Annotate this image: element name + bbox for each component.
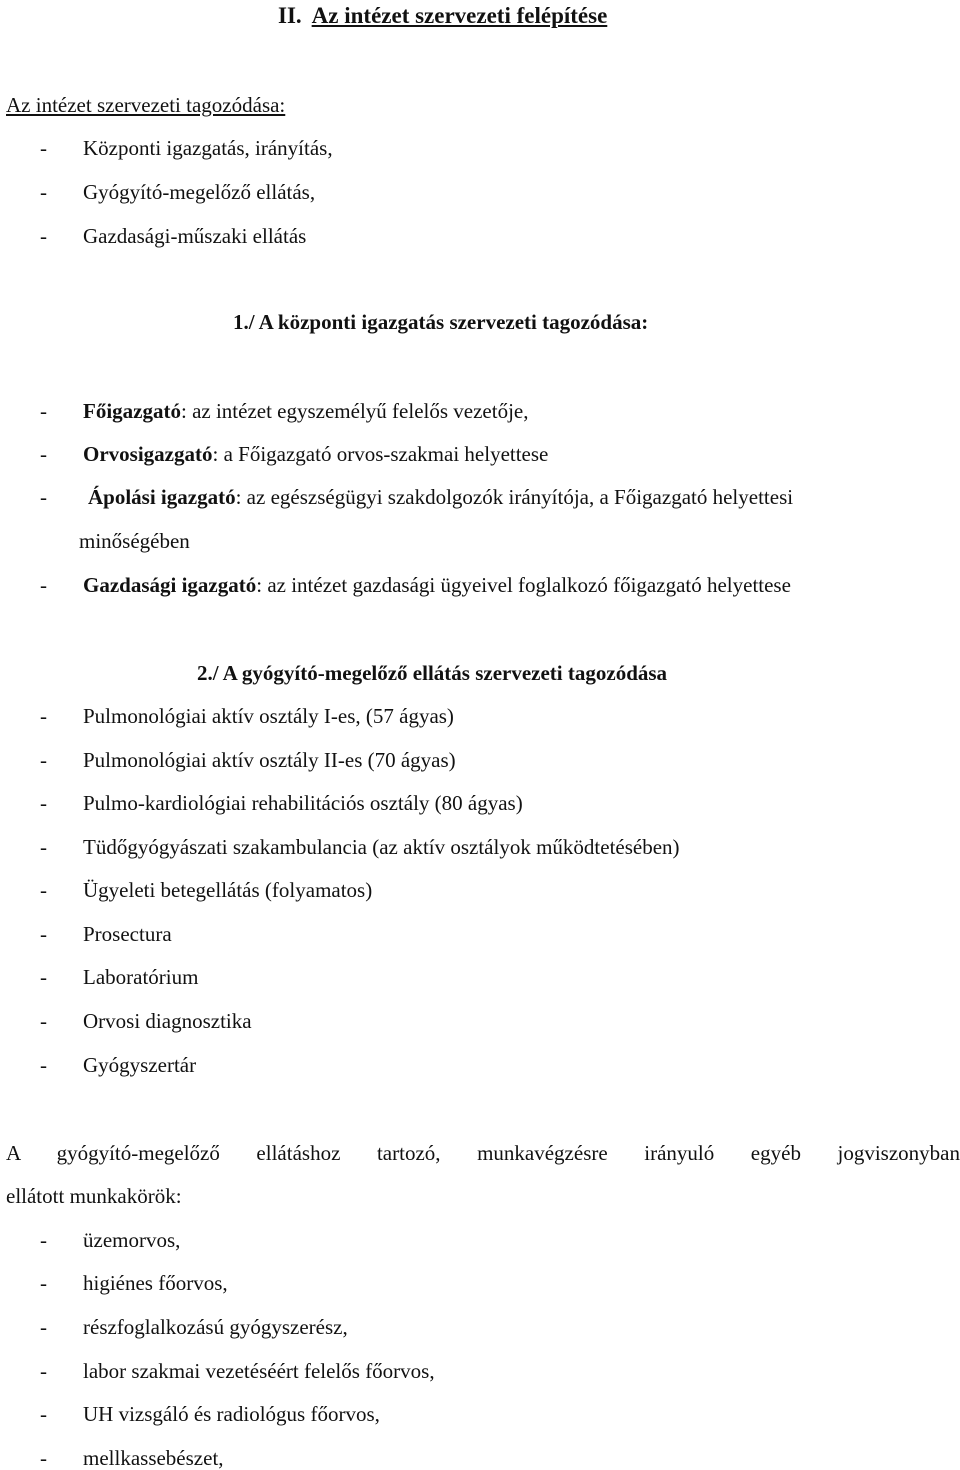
- list-dash: -: [40, 1271, 47, 1295]
- intro-heading: Az intézet szervezeti tagozódása:: [6, 93, 286, 117]
- list-dash: -: [40, 1009, 47, 1033]
- paragraph-line: A gyógyító-megelőző ellátáshoz tartozó, munkavégzésre irányuló egyéb jogviszonyban: [6, 1141, 960, 1165]
- list-item: UH vizsgáló és radiológus főorvos,: [83, 1402, 380, 1426]
- title-text: Az intézet szervezeti felépítése: [311, 3, 608, 28]
- list-item: Tüdőgyógyászati szakambulancia (az aktív osztályok működtetésében): [83, 835, 680, 859]
- list-item: Pulmonológiai aktív osztály II-es (70 ágyas): [83, 748, 456, 772]
- role-description: : az intézet gazdasági ügyeivel foglalkozó főigazgató helyettese: [256, 573, 791, 597]
- list-dash: -: [40, 878, 47, 902]
- list-item: üzemorvos,: [83, 1228, 181, 1252]
- list-dash: -: [40, 704, 47, 728]
- list-dash: -: [40, 1359, 47, 1383]
- list-dash: -: [40, 442, 47, 466]
- list-item: Orvosi diagnosztika: [83, 1009, 252, 1033]
- list-dash: -: [40, 180, 47, 204]
- list-dash: -: [40, 1315, 47, 1339]
- list-item: Ügyeleti betegellátás (folyamatos): [83, 878, 373, 902]
- list-dash: -: [40, 965, 47, 989]
- list-item: higiénes főorvos,: [83, 1271, 228, 1295]
- list-item: [83, 401, 528, 422]
- list-item: mellkassebészet,: [83, 1446, 224, 1470]
- list-item: részfoglalkozású gyógyszerész,: [83, 1315, 348, 1339]
- list-item-continuation: minőségében: [79, 529, 190, 553]
- section2-heading: 2./ A gyógyító-megelőző ellátás szervezeti tagozódása: [197, 661, 668, 685]
- list-dash: -: [40, 1228, 47, 1252]
- role-label: Gazdasági igazgató: [83, 573, 257, 597]
- role-label: Ápolási igazgató: [88, 485, 236, 509]
- title-number: II.: [278, 3, 302, 28]
- role-description: : a Főigazgató orvos-szakmai helyettese: [212, 442, 549, 466]
- list-item: Gyógyszertár: [83, 1053, 197, 1077]
- list-item: Laboratórium: [83, 965, 199, 989]
- list-item: labor szakmai vezetéséért felelős főorvos,: [83, 1359, 435, 1383]
- list-item: Gyógyító-megelőző ellátás,: [83, 180, 316, 204]
- list-dash: -: [40, 224, 47, 248]
- list-dash: -: [40, 1053, 47, 1077]
- paragraph-line: ellátott munkakörök:: [6, 1184, 182, 1208]
- list-dash: -: [40, 748, 47, 772]
- list-item: Prosectura: [83, 922, 172, 946]
- list-item: Pulmonológiai aktív osztály I-es, (57 ágyas): [83, 704, 454, 728]
- list-item: Gazdasági-műszaki ellátás: [83, 224, 307, 248]
- list-dash: -: [40, 1446, 47, 1470]
- list-dash: -: [40, 136, 47, 160]
- list-dash: -: [40, 485, 47, 509]
- role-label: Főigazgató: [83, 399, 181, 423]
- list-dash: -: [40, 399, 47, 423]
- list-dash: -: [40, 573, 47, 597]
- page-title: [278, 4, 607, 27]
- role-label: Orvosigazgató: [83, 442, 213, 466]
- section1-heading: 1./ A központi igazgatás szervezeti tagozódása:: [233, 310, 649, 334]
- list-item: [88, 487, 793, 508]
- list-item: Központi igazgatás, irányítás,: [83, 136, 333, 160]
- list-dash: -: [40, 1402, 47, 1426]
- list-dash: -: [40, 835, 47, 859]
- list-item: [83, 575, 791, 596]
- list-item: [83, 444, 548, 465]
- list-dash: -: [40, 922, 47, 946]
- list-dash: -: [40, 791, 47, 815]
- list-item: Pulmo-kardiológiai rehabilitációs osztály (80 ágyas): [83, 791, 523, 815]
- role-description: : az intézet egyszemélyű felelős vezetője,: [180, 399, 529, 423]
- role-description: : az egészségügyi szakdolgozók irányítója, a Főigazgató helyettesi: [235, 485, 794, 509]
